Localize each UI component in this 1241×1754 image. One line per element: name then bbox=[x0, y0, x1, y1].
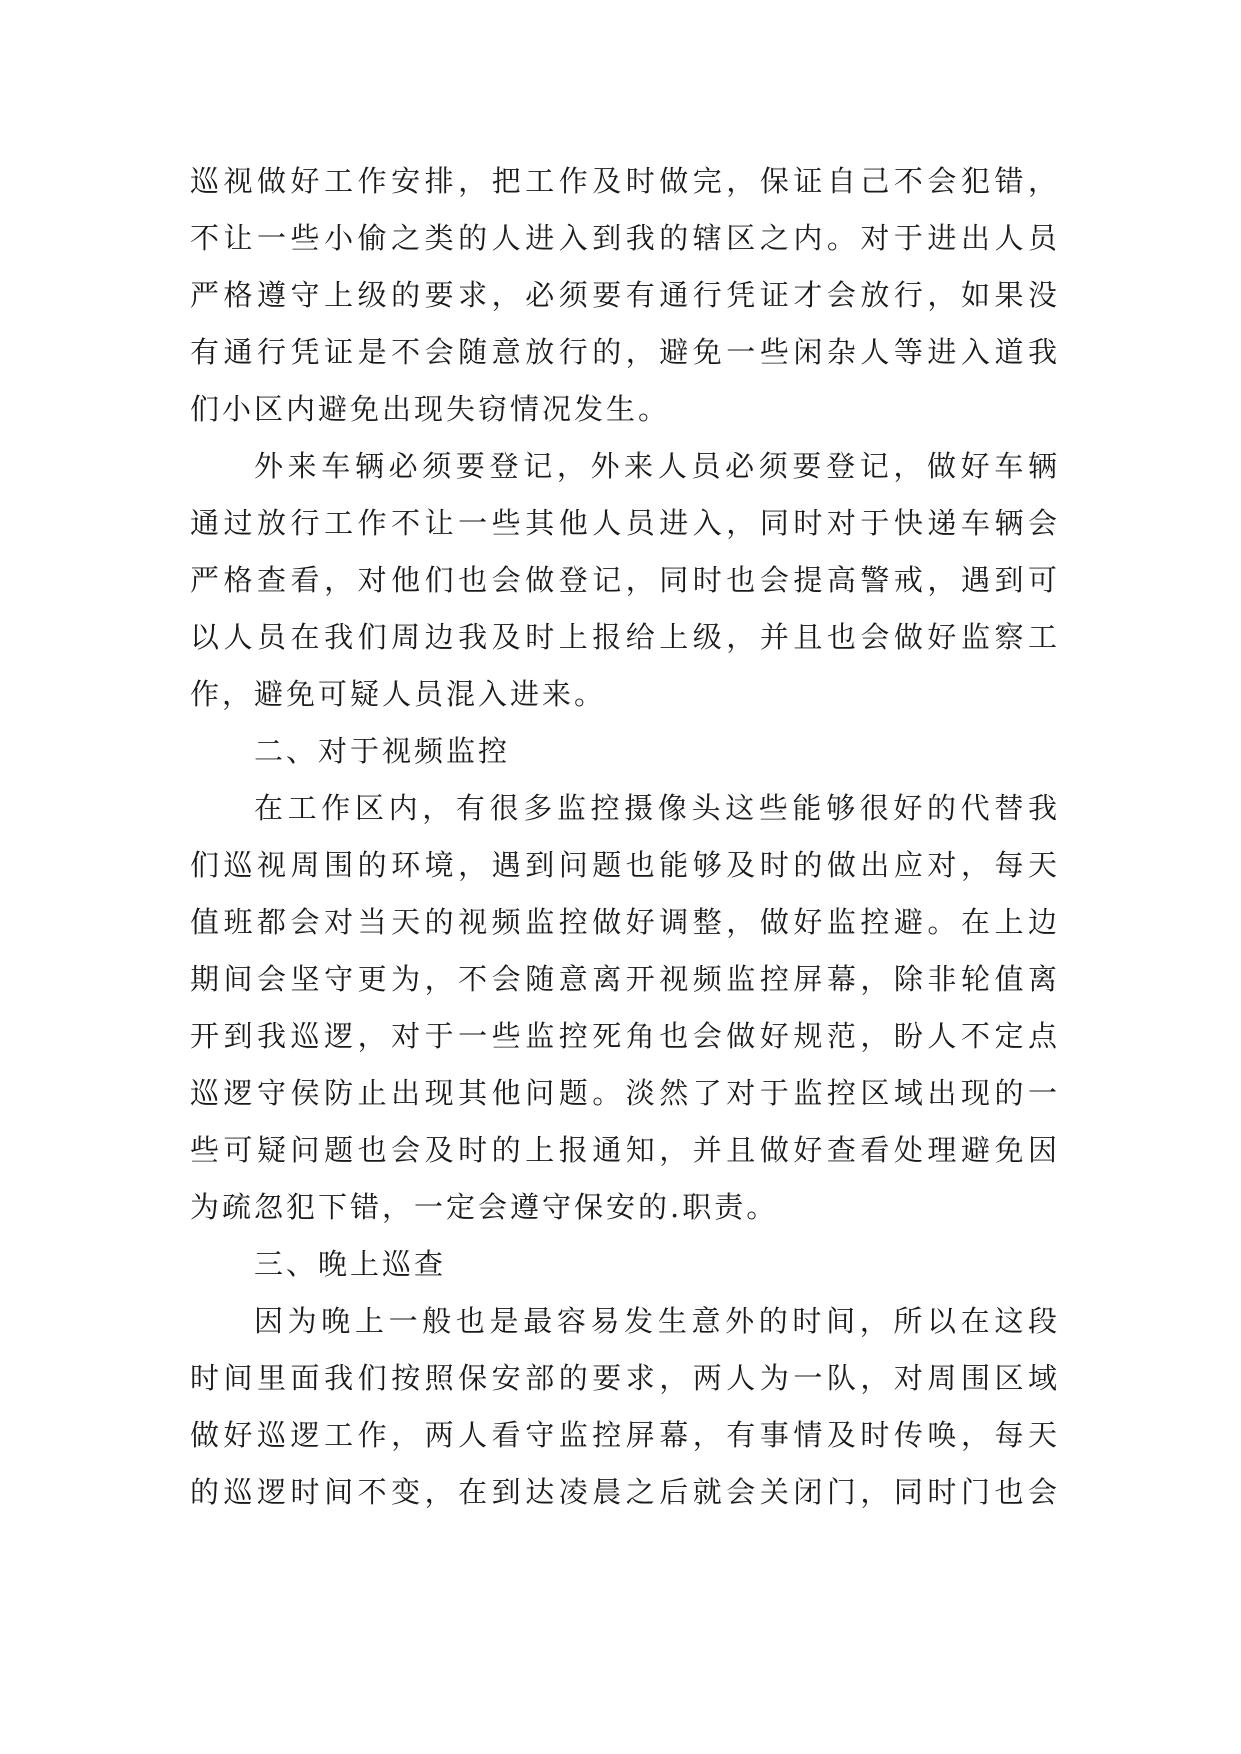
text-line: 期间会坚守更为，不会随意离开视频监控屏幕，除非轮值离 bbox=[190, 962, 1060, 996]
paragraph-start-line: 在工作区内，有很多监控摄像头这些能够很好的代替我 bbox=[254, 791, 1060, 825]
text-line: 的巡逻时间不变，在到达凌晨之后就会关闭门，同时门也会 bbox=[190, 1475, 1060, 1509]
document-body bbox=[190, 153, 1060, 1521]
text-line: 作，避免可疑人员混入进来。 bbox=[190, 677, 607, 711]
paragraph-start-line: 外来车辆必须要登记，外来人员必须要登记，做好车辆 bbox=[254, 449, 1060, 483]
text-line: 们巡视周围的环境，遇到问题也能够及时的做出应对，每天 bbox=[190, 848, 1060, 882]
text-line: 巡逻守侯防止出现其他问题。淡然了对于监控区域出现的一 bbox=[190, 1076, 1060, 1110]
section-heading: 二、对于视频监控 bbox=[254, 734, 511, 768]
text-line: 些可疑问题也会及时的上报通知，并且做好查看处理避免因 bbox=[190, 1133, 1060, 1167]
text-line: 为疏忽犯下错，一定会遵守保安的.职责。 bbox=[190, 1190, 779, 1224]
paragraph-start-line: 因为晚上一般也是最容易发生意外的时间，所以在这段 bbox=[254, 1304, 1060, 1338]
text-line: 以人员在我们周边我及时上报给上级，并且也会做好监察工 bbox=[190, 620, 1060, 654]
text-line: 巡视做好工作安排，把工作及时做完，保证自己不会犯错， bbox=[190, 164, 1060, 198]
text-line: 严格遵守上级的要求，必须要有通行凭证才会放行，如果没 bbox=[190, 278, 1060, 312]
text-line: 们小区内避免出现失窃情况发生。 bbox=[190, 392, 671, 426]
text-line: 时间里面我们按照保安部的要求，两人为一队，对周围区域 bbox=[190, 1361, 1060, 1395]
text-line: 做好巡逻工作，两人看守监控屏幕，有事情及时传唤，每天 bbox=[190, 1418, 1060, 1452]
text-line: 值班都会对当天的视频监控做好调整，做好监控避。在上边 bbox=[190, 905, 1060, 939]
text-line: 有通行凭证是不会随意放行的，避免一些闲杂人等进入道我 bbox=[190, 335, 1060, 369]
text-line: 通过放行工作不让一些其他人员进入，同时对于快递车辆会 bbox=[190, 506, 1060, 540]
section-heading: 三、晚上巡查 bbox=[254, 1247, 447, 1281]
text-line: 严格查看，对他们也会做登记，同时也会提高警戒，遇到可 bbox=[190, 563, 1060, 597]
text-line: 不让一些小偷之类的人进入到我的辖区之内。对于进出人员 bbox=[190, 221, 1060, 255]
text-line: 开到我巡逻，对于一些监控死角也会做好规范，盼人不定点 bbox=[190, 1019, 1060, 1053]
